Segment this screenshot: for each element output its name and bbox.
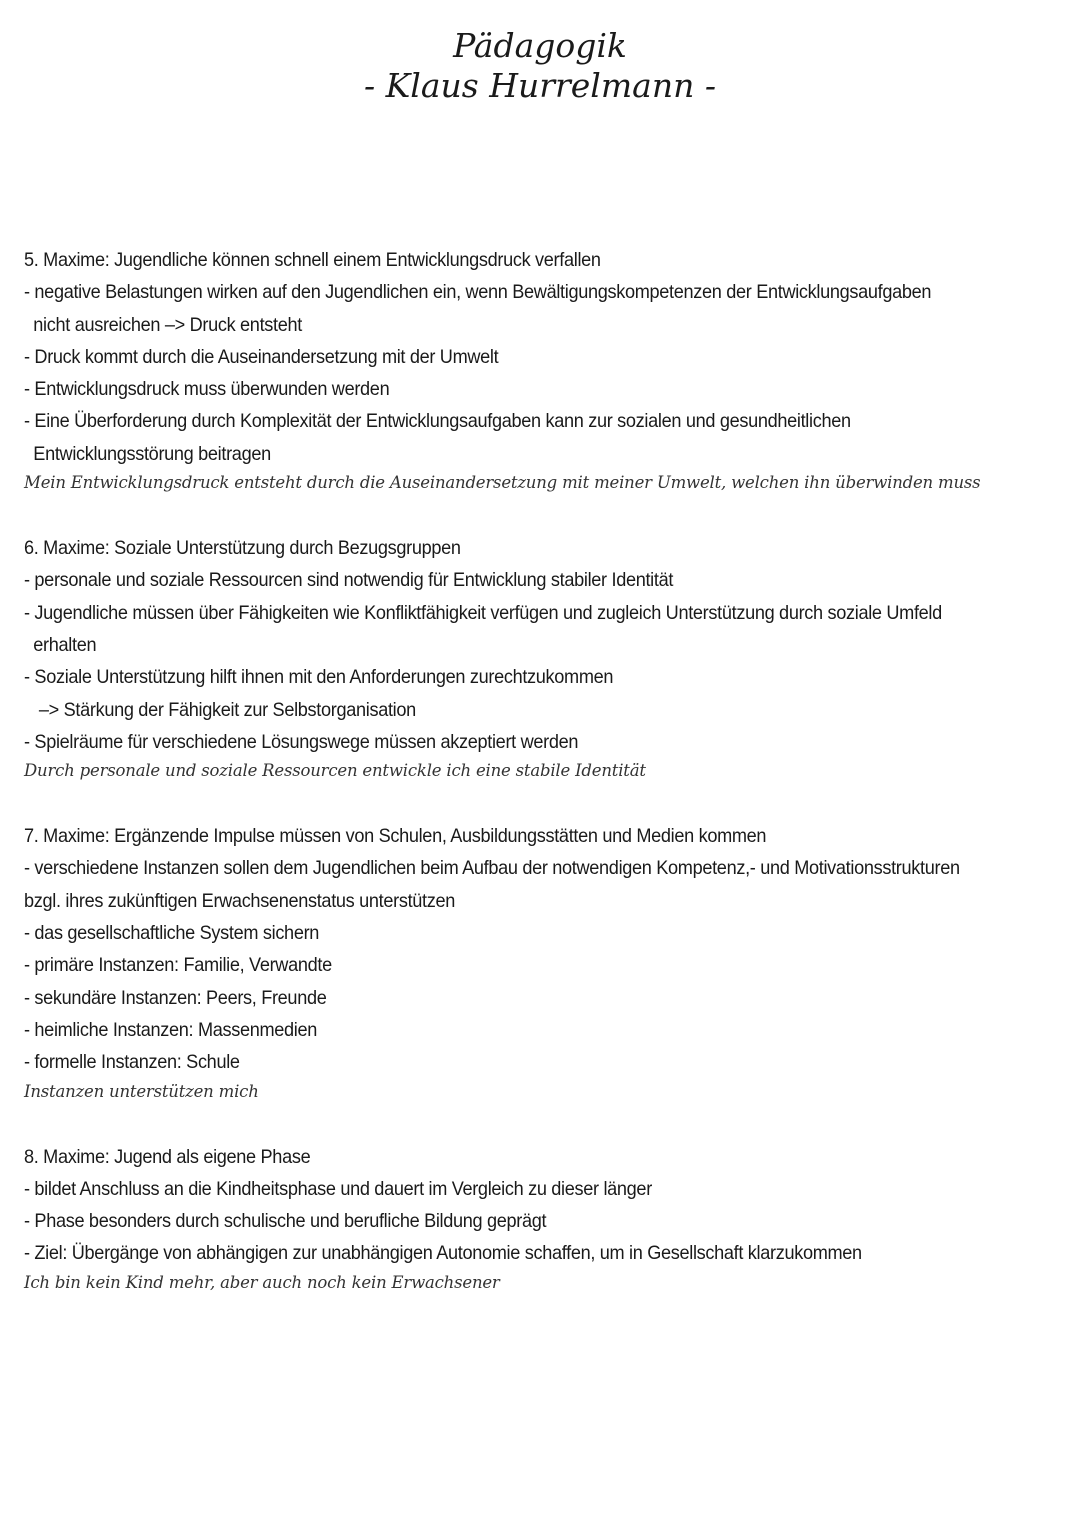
bullet-line: - Soziale Unterstützung hilft ihnen mit den Anforderungen zurechtzukommen	[24, 666, 614, 689]
page-subtitle: - Klaus Hurrelmann -	[364, 66, 716, 105]
bullet-line: - Jugendliche müssen über Fähigkeiten wie Konfliktfähigkeit verfügen und zugleich Unterstützung durch soziale Umfeld	[24, 601, 942, 624]
section-heading: 8. Maxime: Jugend als eigene Phase	[24, 1145, 311, 1168]
bullet-line: - sekundäre Instanzen: Peers, Freunde	[24, 986, 327, 1009]
section-heading: 7. Maxime: Ergänzende Impulse müssen von Schulen, Ausbildungsstätten und Medien kommen	[24, 825, 767, 848]
page-header	[0, 26, 1080, 106]
bullet-continuation: erhalten	[33, 633, 97, 656]
section-heading: 6. Maxime: Soziale Unterstützung durch Bezugsgruppen	[24, 537, 461, 560]
bullet-line: - personale und soziale Ressourcen sind notwendig für Entwicklung stabiler Identität	[24, 569, 674, 592]
handwritten-summary: Instanzen unterstützen mich	[24, 1081, 259, 1101]
page-title: Pädagogik	[453, 26, 627, 65]
section-heading: 5. Maxime: Jugendliche können schnell einem Entwicklungsdruck verfallen	[24, 249, 601, 271]
bullet-continuation: Entwicklungsstörung beitragen	[33, 442, 271, 465]
handwritten-summary: Mein Entwicklungsdruck entsteht durch die Auseinandersetzung mit meiner Umwelt, welchen ihn überwinden muss	[24, 473, 981, 493]
document-body	[24, 244, 1054, 1332]
bullet-line: - Phase besonders durch schulische und berufliche Bildung geprägt	[24, 1210, 547, 1233]
bullet-line: - Eine Überforderung durch Komplexität der Entwicklungsaufgaben kann zur sozialen und gesundheitlichen	[24, 410, 851, 433]
bullet-line: - Spielräume für verschiedene Lösungswege müssen akzeptiert werden	[24, 730, 579, 753]
bullet-line: - negative Belastungen wirken auf den Jugendlichen ein, wenn Bewältigungskompetenzen der Entwicklungsaufgaben	[24, 281, 932, 304]
bullet-line: - Druck kommt durch die Auseinandersetzung mit der Umwelt	[24, 345, 499, 368]
bullet-line: - heimliche Instanzen: Massenmedien	[24, 1018, 318, 1041]
bullet-line: - verschiedene Instanzen sollen dem Jugendlichen beim Aufbau der notwendigen Kompetenz,- und Motivationsstrukturen	[24, 857, 960, 880]
section-maxime-8	[24, 1141, 1054, 1296]
handwritten-summary: Durch personale und soziale Ressourcen entwickle ich eine stabile Identität	[24, 761, 646, 781]
section-maxime-7	[24, 820, 1054, 1104]
bullet-line: - primäre Instanzen: Familie, Verwandte	[24, 954, 332, 977]
bullet-line: - formelle Instanzen: Schule	[24, 1051, 240, 1074]
bullet-line: - Ziel: Übergänge von abhängigen zur unabhängigen Autonomie schaffen, um in Gesellschaft klarzukommen	[24, 1242, 862, 1265]
bullet-sub-line: –> Stärkung der Fähigkeit zur Selbstorganisation	[38, 698, 416, 721]
handwritten-summary: Ich bin kein Kind mehr, aber auch noch kein Erwachsener	[24, 1272, 500, 1292]
bullet-continuation: nicht ausreichen –> Druck entsteht	[33, 313, 302, 336]
bullet-continuation: bzgl. ihres zukünftigen Erwachsenenstatus unterstützen	[24, 889, 456, 912]
bullet-line: - das gesellschaftliche System sichern	[24, 922, 320, 945]
bullet-line: - Entwicklungsdruck muss überwunden werden	[24, 378, 390, 401]
section-maxime-6	[24, 532, 1054, 784]
section-maxime-5	[24, 244, 1054, 496]
bullet-line: - bildet Anschluss an die Kindheitsphase und dauert im Vergleich zu dieser länger	[24, 1177, 652, 1200]
